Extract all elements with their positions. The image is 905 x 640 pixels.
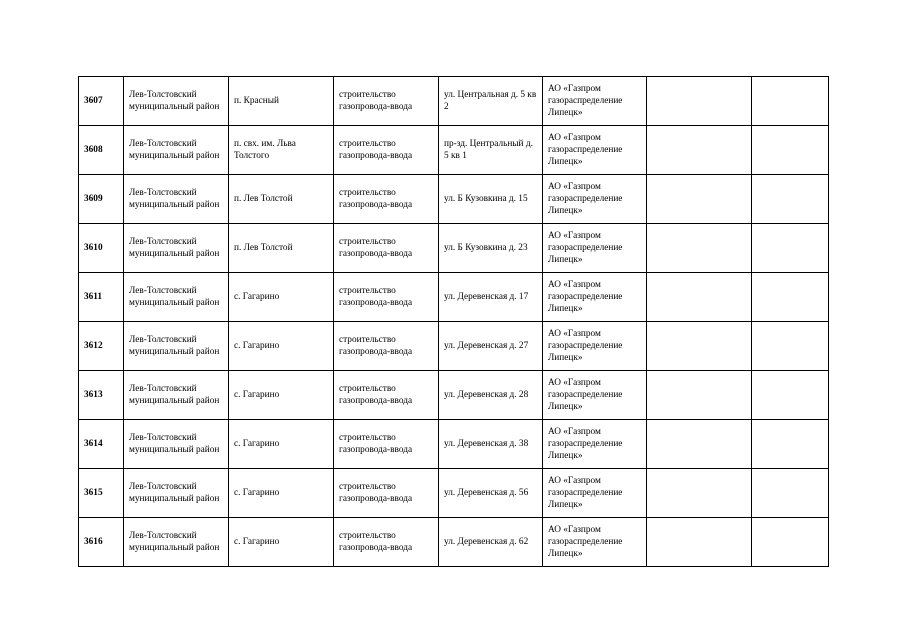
work-type-cell: строительство газопровода-ввода: [334, 420, 439, 469]
table-row: [79, 224, 829, 273]
table-row: [79, 518, 829, 567]
empty-cell: [752, 469, 829, 518]
empty-cell: [647, 371, 752, 420]
table-row: [79, 126, 829, 175]
locality-cell: с. Гагарино: [229, 322, 334, 371]
row-number: 3611: [79, 273, 124, 322]
work-type-cell: строительство газопровода-ввода: [334, 77, 439, 126]
locality-cell: с. Гагарино: [229, 469, 334, 518]
table-row: [79, 77, 829, 126]
address-cell: ул. Деревенская д. 62: [439, 518, 543, 567]
work-type-cell: строительство газопровода-ввода: [334, 518, 439, 567]
row-number: 3612: [79, 322, 124, 371]
row-number: 3609: [79, 175, 124, 224]
empty-cell: [647, 420, 752, 469]
work-type-cell: строительство газопровода-ввода: [334, 371, 439, 420]
locality-cell: п. Лев Толстой: [229, 175, 334, 224]
locality-cell: п. Красный: [229, 77, 334, 126]
organization-cell: АО «Газпром газораспределение Липецк»: [543, 126, 647, 175]
locality-cell: п. Лев Толстой: [229, 224, 334, 273]
row-number: 3615: [79, 469, 124, 518]
district-cell: Лев-Толстовский муниципальный район: [124, 420, 229, 469]
empty-cell: [752, 322, 829, 371]
table-row: [79, 371, 829, 420]
district-cell: Лев-Толстовский муниципальный район: [124, 126, 229, 175]
row-number: 3607: [79, 77, 124, 126]
locality-cell: с. Гагарино: [229, 518, 334, 567]
district-cell: Лев-Толстовский муниципальный район: [124, 322, 229, 371]
row-number: 3608: [79, 126, 124, 175]
district-cell: Лев-Толстовский муниципальный район: [124, 469, 229, 518]
organization-cell: АО «Газпром газораспределение Липецк»: [543, 224, 647, 273]
address-cell: ул. Деревенская д. 28: [439, 371, 543, 420]
empty-cell: [752, 77, 829, 126]
row-number: 3614: [79, 420, 124, 469]
locality-cell: с. Гагарино: [229, 420, 334, 469]
empty-cell: [647, 273, 752, 322]
organization-cell: АО «Газпром газораспределение Липецк»: [543, 469, 647, 518]
address-cell: ул. Деревенская д. 38: [439, 420, 543, 469]
empty-cell: [752, 126, 829, 175]
empty-cell: [752, 371, 829, 420]
row-number: 3613: [79, 371, 124, 420]
work-type-cell: строительство газопровода-ввода: [334, 322, 439, 371]
row-number: 3610: [79, 224, 124, 273]
empty-cell: [647, 469, 752, 518]
work-type-cell: строительство газопровода-ввода: [334, 224, 439, 273]
empty-cell: [647, 224, 752, 273]
district-cell: Лев-Толстовский муниципальный район: [124, 371, 229, 420]
organization-cell: АО «Газпром газораспределение Липецк»: [543, 77, 647, 126]
organization-cell: АО «Газпром газораспределение Липецк»: [543, 420, 647, 469]
empty-cell: [647, 77, 752, 126]
address-cell: ул. Б Кузовкина д. 15: [439, 175, 543, 224]
locality-cell: с. Гагарино: [229, 273, 334, 322]
row-number: 3616: [79, 518, 124, 567]
empty-cell: [647, 518, 752, 567]
district-cell: Лев-Толстовский муниципальный район: [124, 273, 229, 322]
organization-cell: АО «Газпром газораспределение Липецк»: [543, 518, 647, 567]
district-cell: Лев-Толстовский муниципальный район: [124, 518, 229, 567]
locality-cell: с. Гагарино: [229, 371, 334, 420]
organization-cell: АО «Газпром газораспределение Липецк»: [543, 371, 647, 420]
work-type-cell: строительство газопровода-ввода: [334, 469, 439, 518]
work-type-cell: строительство газопровода-ввода: [334, 175, 439, 224]
empty-cell: [752, 175, 829, 224]
organization-cell: АО «Газпром газораспределение Липецк»: [543, 273, 647, 322]
locality-cell: п. свх. им. Льва Толстого: [229, 126, 334, 175]
empty-cell: [647, 175, 752, 224]
table-row: [79, 469, 829, 518]
address-cell: пр-зд. Центральный д. 5 кв 1: [439, 126, 543, 175]
district-cell: Лев-Толстовский муниципальный район: [124, 175, 229, 224]
table-row: [79, 273, 829, 322]
address-cell: ул. Деревенская д. 27: [439, 322, 543, 371]
empty-cell: [647, 322, 752, 371]
organization-cell: АО «Газпром газораспределение Липецк»: [543, 175, 647, 224]
register-table: [78, 76, 829, 567]
table-row: [79, 175, 829, 224]
empty-cell: [647, 126, 752, 175]
address-cell: ул. Деревенская д. 17: [439, 273, 543, 322]
empty-cell: [752, 273, 829, 322]
empty-cell: [752, 224, 829, 273]
address-cell: ул. Б Кузовкина д. 23: [439, 224, 543, 273]
work-type-cell: строительство газопровода-ввода: [334, 126, 439, 175]
address-cell: ул. Деревенская д. 56: [439, 469, 543, 518]
address-cell: ул. Центральная д. 5 кв 2: [439, 77, 543, 126]
district-cell: Лев-Толстовский муниципальный район: [124, 77, 229, 126]
district-cell: Лев-Толстовский муниципальный район: [124, 224, 229, 273]
work-type-cell: строительство газопровода-ввода: [334, 273, 439, 322]
empty-cell: [752, 518, 829, 567]
table-row: [79, 420, 829, 469]
organization-cell: АО «Газпром газораспределение Липецк»: [543, 322, 647, 371]
table-row: [79, 322, 829, 371]
empty-cell: [752, 420, 829, 469]
